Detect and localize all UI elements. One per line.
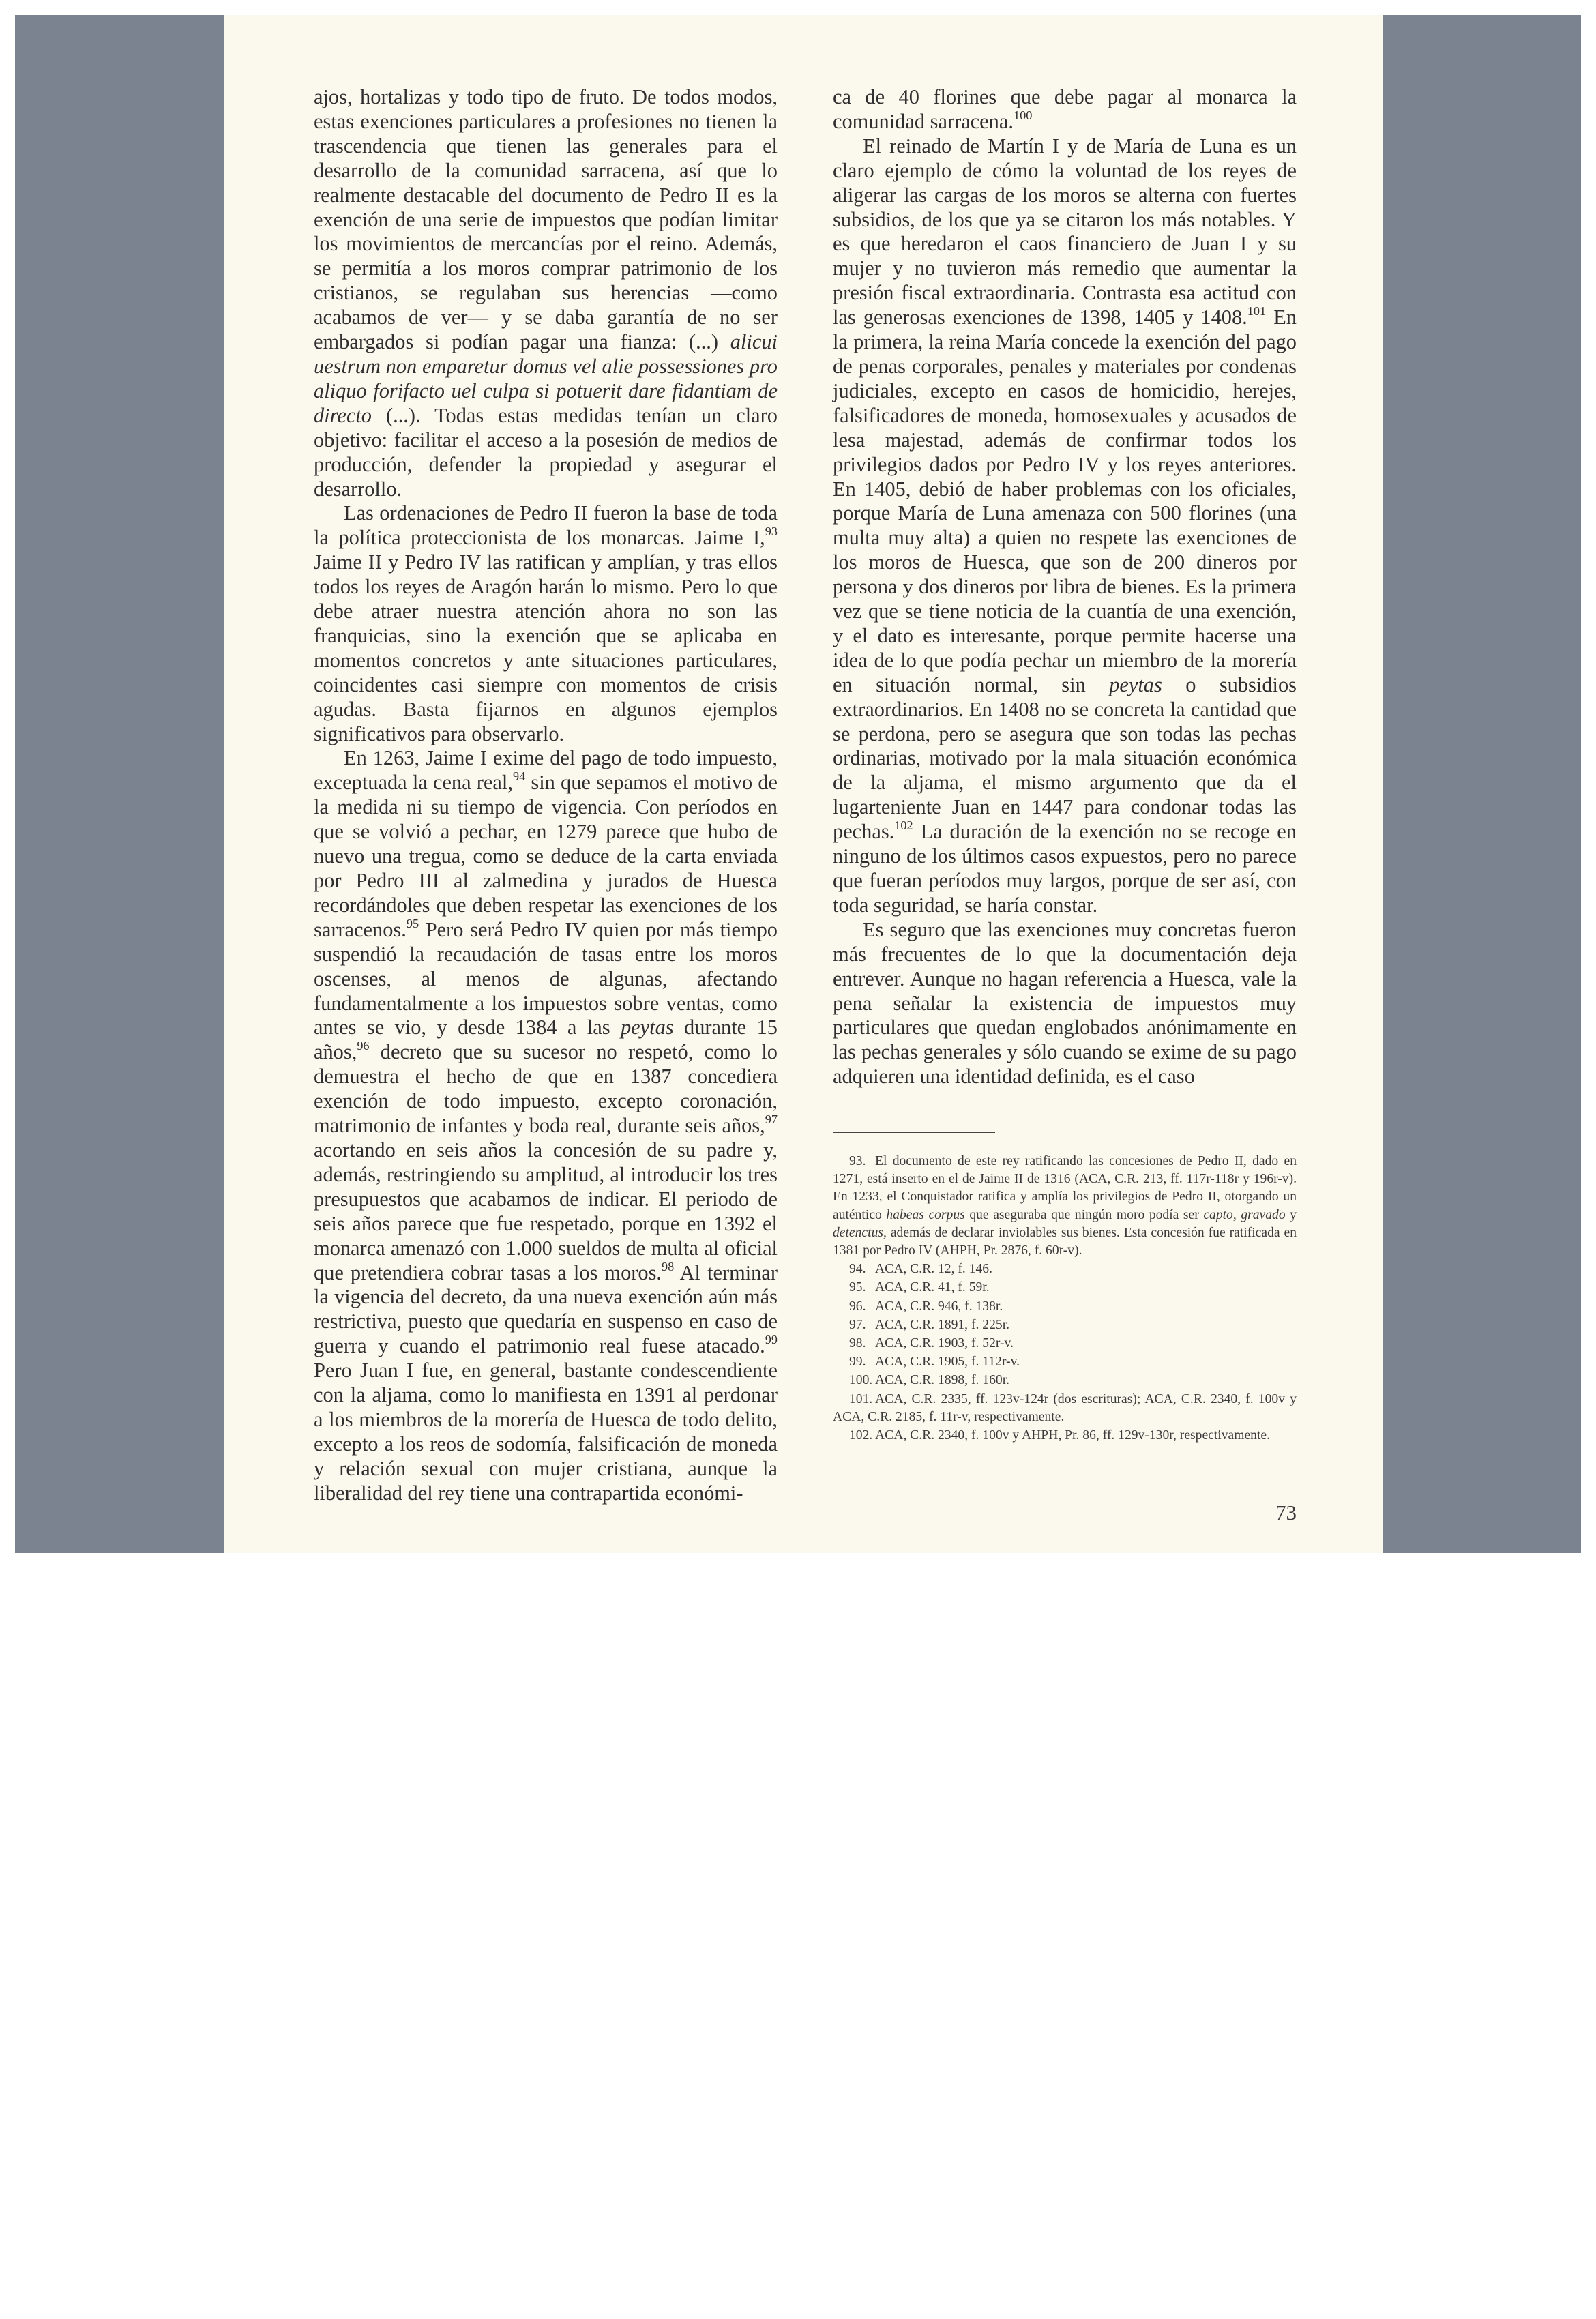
footnote (833, 1353, 1297, 1371)
text-run: y (1285, 1207, 1297, 1222)
footnote-number: 100. (849, 1373, 873, 1388)
text-run: acortando en seis años la concesión de su padre y, además, restringiendo su amplitud, al introducir los tres presupuestos que acabamos de indicar. El periodo de seis años parece que fue respetado, porque en 1392 el monarca amenazó con 1.000 sueldos de multa al oficial que pretendiera cobrar tasas a los moros. (314, 1138, 778, 1284)
footnote-ref: 93 (765, 525, 778, 539)
footnote (833, 1153, 1297, 1260)
footnote-ref: 97 (765, 1112, 778, 1127)
footnote-ref: 100 (1013, 108, 1033, 123)
footnote (833, 1260, 1297, 1278)
text-run: Jaime II y Pedro IV las ratifican y amplían, y tras ellos todos los reyes de Aragón harán lo mismo. Pero lo que debe atraer nuestra atención ahora no son las franquicias, sino la exención que se aplicaba en momentos concretos y ante situaciones particulares, coincidentes casi siempre con momentos de crisis agudas. Basta fijarnos en algunos ejemplos significativos para observarlo. (314, 550, 778, 745)
footnote-separator (833, 1132, 995, 1133)
text-run: ACA, C.R. 41, f. 59r. (875, 1280, 990, 1295)
text-run: ACA, C.R. 1891, f. 225r. (875, 1317, 1010, 1332)
text-run: (...). Todas estas medidas tenían un claro objetivo: facilitar el acceso a la posesión de medios de producción, defender la propiedad y asegurar el desarrollo. (314, 403, 778, 501)
text-run: ACA, C.R. 946, f. 138r. (875, 1299, 1003, 1314)
footnote-number: 95. (849, 1280, 866, 1295)
footnote-ref: 94 (512, 769, 526, 784)
footnote (833, 1335, 1297, 1353)
text-run: ca de 40 florines que debe pagar al monarca la comunidad sarracena. (833, 85, 1297, 133)
footnote-number: 93. (849, 1154, 866, 1168)
italic-text: habeas corpus (886, 1207, 965, 1222)
footnote-number: 99. (849, 1355, 866, 1370)
footnote-ref: 99 (765, 1333, 778, 1347)
text-run: decreto que su sucesor no respetó, como lo demuestra el hecho de que en 1387 concediera exención de todo impuesto, excepto coronación, matrimonio de infantes y boda real, durante seis años, (314, 1040, 778, 1138)
footnote-ref: 96 (357, 1039, 370, 1053)
footnote-ref: 101 (1247, 304, 1267, 319)
footnote-ref: 102 (894, 818, 913, 833)
text-run: además de declarar inviolables sus bienes. Esta concesión fue ratificada en 1381 por Pedro IV (AHPH, Pr. 2876, f. 60r-v). (833, 1225, 1297, 1258)
footnote-ref: 98 (662, 1259, 675, 1273)
footnote (833, 1372, 1297, 1389)
footnote (833, 1316, 1297, 1334)
footnote-number: 102. (849, 1428, 873, 1443)
paragraph (833, 918, 1297, 1089)
book-page (224, 15, 1383, 1553)
paragraph (314, 85, 778, 501)
text-run: sin que sepamos el motivo de la medida ni su tiempo de vigencia. Con períodos en que se volvió a pechar, en 1279 parece que hubo de nuevo una tregua, como se deduce de la carta enviada por Pedro III al zalmedina y jurados de Huesca recordándoles que deben respetar las exenciones de los sarracenos. (314, 771, 778, 941)
text-run: Las ordenaciones de Pedro II fueron la base de toda la política proteccionista de los monarcas. Jaime I, (314, 501, 778, 550)
text-run: Pero Juan I fue, en general, bastante condescendiente con la aljama, como lo manifiesta en 1391 al perdonar a los miembros de la morería de Huesca de todo delito, excepto a los reos de sodomía, falsificación de moneda y relación sexual con mujer cristiana, aunque la liberalidad del rey tiene una contrapartida económi- (314, 1359, 778, 1505)
text-run: o subsidios extraordinarios. En 1408 no se concreta la cantidad que se perdona, pero se asegura que son todas las pechas ordinarias, motivado por la mala situación económica de la aljama, el mismo argumento que da el lugarteniente Juan en 1447 para condonar todas las pechas. (833, 673, 1297, 844)
italic-text: capto, gravado (1203, 1207, 1286, 1222)
footnote-ref: 95 (406, 917, 419, 931)
right-column (833, 85, 1297, 1089)
footnotes (833, 1153, 1297, 1445)
footnote-number: 96. (849, 1299, 866, 1314)
text-run: Es seguro que las exenciones muy concretas fueron más frecuentes de lo que la documentación deja entrever. Aunque no hagan referencia a Huesca, vale la pena señalar la existencia de impuestos muy particulares que quedan englobados anónimamente en las pechas generales y sólo cuando se exime de su pago adquieren una identidad definida, es el caso (833, 917, 1297, 1089)
text-run: durante 15 años, (314, 1016, 778, 1064)
left-column (314, 85, 778, 1506)
footnote-number: 97. (849, 1317, 866, 1332)
text-run: ACA, C.R. 1903, f. 52r-v. (875, 1336, 1014, 1351)
paragraph (314, 746, 778, 1505)
text-run: La duración de la exención no se recoge en ninguno de los últimos casos expuestos, pero no parece que fueran períodos muy largos, porque de ser así, con toda seguridad, se haría constar. (833, 820, 1297, 917)
footnote (833, 1279, 1297, 1297)
footnote (833, 1391, 1297, 1426)
text-run: ajos, hortalizas y todo tipo de fruto. De todos modos, estas exenciones particulares a profesiones no tienen la trascendencia que tienen las generales para el desarrollo de la comunidad sarracena, así que lo realmente destacable del documento de Pedro II es la exención de una serie de impuestos que podían limitar los movimientos de mercancías por el reino. Además, se permitía a los moros comprar patrimonio de los cristianos, se regulaban sus herencias —como acabamos de ver— y se daba garantía de no ser embargados si podían pagar una fianza: (...) (314, 85, 778, 354)
paragraph (833, 85, 1297, 134)
italic-text: detenctus, (833, 1225, 887, 1240)
italic-text: alicui uestrum non emparetur domus vel alie possessiones pro aliquo forifacto uel culpa si potuerit dare fidantiam de directo (314, 330, 778, 427)
italic-text: peytas (1109, 673, 1162, 696)
text-run: ACA, C.R. 12, f. 146. (875, 1262, 993, 1277)
paragraph (314, 501, 778, 746)
footnote-number: 98. (849, 1336, 866, 1351)
paragraph (833, 134, 1297, 918)
italic-text: peytas (620, 1016, 674, 1039)
text-run: ACA, C.R. 1905, f. 112r-v. (875, 1355, 1020, 1370)
text-run: ACA, C.R. 2335, ff. 123v-124r (dos escrituras); ACA, C.R. 2340, f. 100v y ACA, C.R. 2185, f. 11r-v, respectivamente. (833, 1391, 1297, 1424)
text-run: En la primera, la reina María concede la exención del pago de penas corporales, penales y materiales por condenas judiciales, excepto en casos de homicidio, herejes, falsificadores de moneda, homosexuales y acusados de lesa majestad, además de confirmar todos los privilegios dados por Pedro IV y los reyes anteriores. En 1405, debió de haber problemas con los oficiales, porque María de Luna amenaza con 500 florines (una multa muy alta) a quien no respete las exenciones de los moros de Huesca, que son de 200 dineros por persona y dos dineros por libra de bienes. Es la primera vez que se tiene noticia de la cuantía de una exención, y el dato es interesante, porque permite hacerse una idea de lo que podía pechar un miembro de la morería en situación normal, sin (833, 306, 1297, 696)
footnote-number: 94. (849, 1262, 866, 1277)
text-run: El documento de este rey ratificando las concesiones de Pedro II, dado en 1271, está inserto en el de Jaime II de 1316 (ACA, C.R. 213, ff. 117r-118r y 196r-v). En 1233, el Conquistador ratifica y amplía los privilegios de Pedro II, otorgando un auténtico (833, 1154, 1297, 1222)
text-run: ACA, C.R. 2340, f. 100v y AHPH, Pr. 86, ff. 129v-130r, respectivamente. (875, 1428, 1270, 1443)
scan-background (15, 15, 1581, 1553)
footnote-number: 101. (849, 1391, 873, 1406)
text-run: Pero será Pedro IV quien por más tiempo suspendió la recaudación de tasas entre los moros oscenses, al menos de algunas, afectando fundamentalmente a los impuestos sobre ventas, como antes se vio, y desde 1384 a las (314, 917, 778, 1039)
text-run: ACA, C.R. 1898, f. 160r. (875, 1373, 1010, 1388)
text-run: que aseguraba que ningún moro podía ser (964, 1207, 1204, 1222)
text-run: En 1263, Jaime I exime del pago de todo impuesto, exceptuada la cena real, (314, 746, 778, 795)
text-run: El reinado de Martín I y de María de Luna es un claro ejemplo de cómo la voluntad de los reyes de aligerar las cargas de los moros se alterna con fuertes subsidios, de los que ya se citaron los más notables. Y es que heredaron el caos financiero de Juan I y su mujer y no tuvieron más remedio que aumentar la presión fiscal extraordinaria. Contrasta esa actitud con las generosas exenciones de 1398, 1405 y 1408. (833, 134, 1297, 329)
footnote (833, 1298, 1297, 1316)
text-run: Al terminar la vigencia del decreto, da una nueva exención aún más restrictiva, puesto que quedaría en suspenso en caso de guerra y cuando el patrimonio real fuese atacado. (314, 1260, 778, 1358)
footnote (833, 1427, 1297, 1445)
page-number: 73 (1275, 1501, 1297, 1524)
